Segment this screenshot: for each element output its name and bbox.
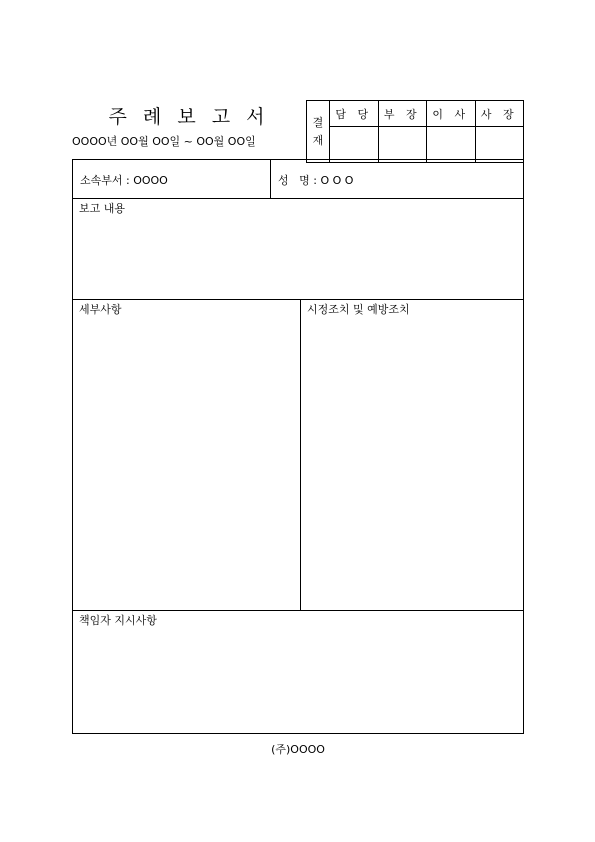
- manager-instructions-label: 책임자 지시사항: [79, 614, 157, 627]
- approval-col-manager: 부 장: [378, 101, 427, 127]
- divider-info-bottom: [72, 198, 524, 199]
- divider-details-middle: [300, 299, 301, 611]
- approval-table: [306, 100, 524, 163]
- approval-col-president: 사 장: [475, 101, 524, 127]
- report-content-area[interactable]: [73, 216, 523, 298]
- form-border-bottom: [72, 733, 524, 734]
- approval-col-director: 이 사: [427, 101, 476, 127]
- page-title: 주 례 보 고 서: [108, 106, 270, 128]
- company-name: (주)OOOO: [271, 743, 325, 756]
- divider-report-bottom: [72, 299, 524, 300]
- manager-instructions-area[interactable]: [73, 629, 523, 732]
- name-field[interactable]: 성 명 : O O O: [278, 174, 354, 187]
- form-border-right: [523, 159, 524, 734]
- approval-col-staff: 담 당: [330, 101, 379, 127]
- signature-box-manager[interactable]: [378, 127, 427, 163]
- details-label: 세부사항: [79, 303, 122, 316]
- report-period: OOOO년 OO월 OO일 ~ OO월 OO일: [72, 135, 256, 148]
- approval-label-text: 결 재: [312, 115, 324, 147]
- corrective-actions-area[interactable]: [302, 318, 522, 609]
- details-area[interactable]: [73, 318, 299, 609]
- department-field[interactable]: 소속부서 : OOOO: [80, 174, 168, 187]
- divider-info-middle: [270, 159, 271, 199]
- signature-box-director[interactable]: [427, 127, 476, 163]
- signature-box-staff[interactable]: [330, 127, 379, 163]
- report-content-label: 보고 내용: [79, 202, 126, 215]
- corrective-actions-label: 시정조치 및 예방조치: [307, 303, 410, 316]
- form-border-top: [72, 159, 524, 160]
- approval-label: [307, 101, 330, 163]
- divider-details-bottom: [72, 610, 524, 611]
- signature-box-president[interactable]: [475, 127, 524, 163]
